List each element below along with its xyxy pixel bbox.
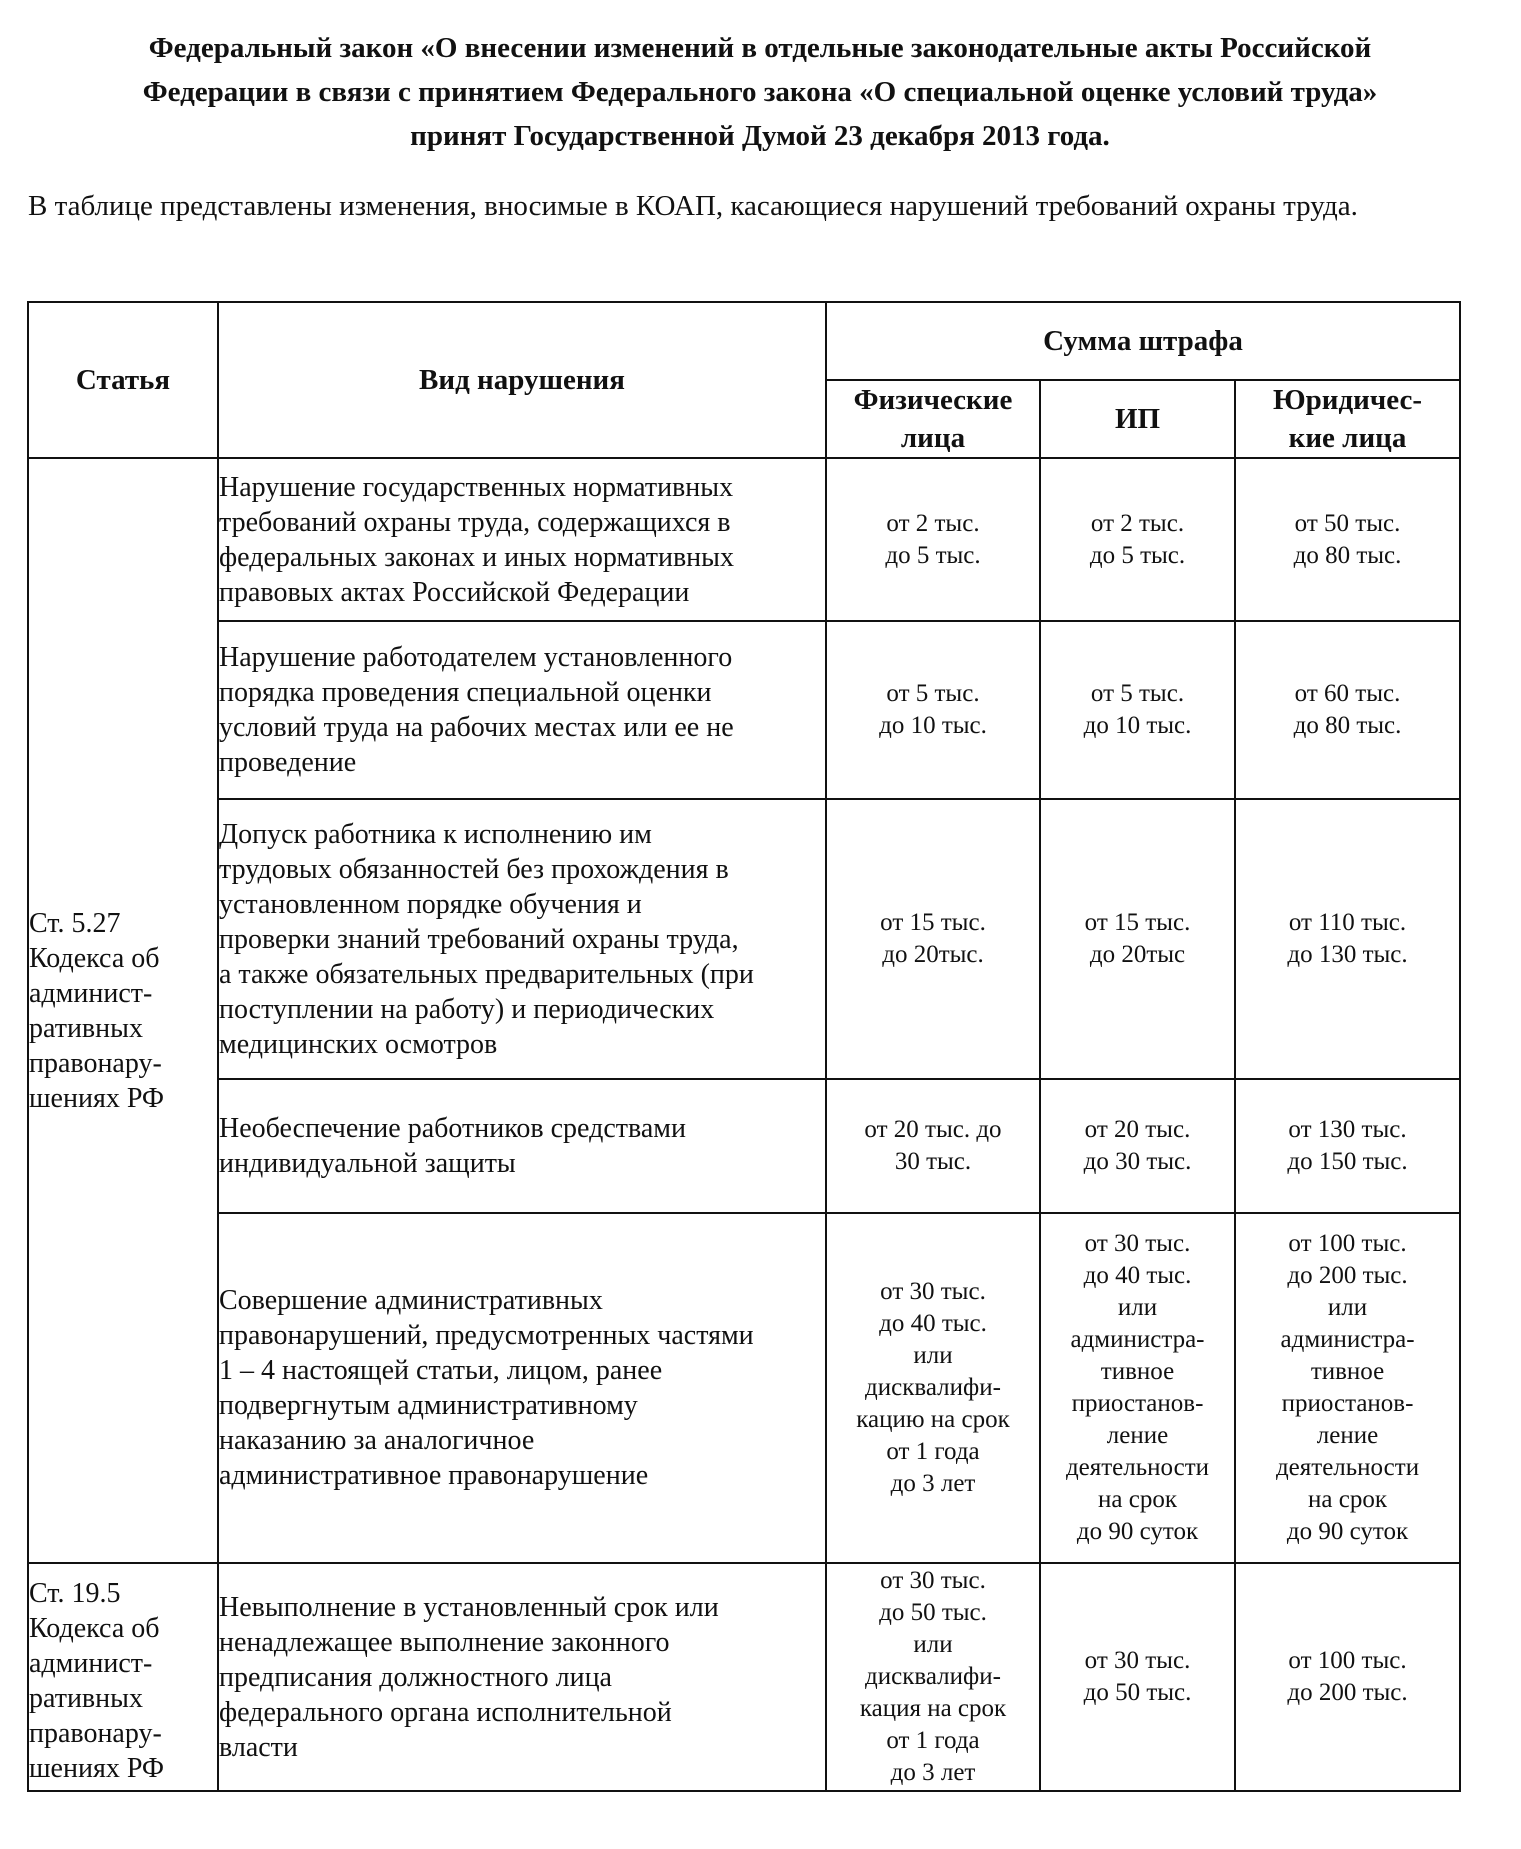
header-ip: ИП xyxy=(1040,380,1235,458)
header-individuals: Физические лица xyxy=(826,380,1040,458)
violation-description: Совершение административных правонарушений, предусмотренных частями 1 – 4 настоящей статьи, лицом, ранее подвергнутым административному наказанию за аналогичное административное правонарушение xyxy=(218,1213,826,1563)
fine-ip: от 30 тыс. до 50 тыс. xyxy=(1040,1563,1235,1791)
fine-individuals: от 30 тыс. до 40 тыс. или дисквалифи- кацию на срок от 1 года до 3 лет xyxy=(826,1213,1040,1563)
fine-legal: от 50 тыс. до 80 тыс. xyxy=(1235,458,1460,621)
title-line-1: Федеральный закон «О внесении изменений в отдельные законодательные акты Российской xyxy=(148,32,1372,64)
fine-legal: от 100 тыс. до 200 тыс. xyxy=(1235,1563,1460,1791)
document-title xyxy=(30,26,1490,158)
violation-description: Допуск работника к исполнению им трудовых обязанностей без прохождения в установленном порядке обучения и проверки знаний требований охраны труда, а также обязательных предварительных (при поступлении на работу) и периодических медицинских осмотров xyxy=(218,799,826,1079)
table-row xyxy=(28,799,1460,1079)
fine-ip: от 2 тыс. до 5 тыс. xyxy=(1040,458,1235,621)
violation-description: Невыполнение в установленный срок или ненадлежащее выполнение законного предписания должностного лица федерального органа исполнительной власти xyxy=(218,1563,826,1791)
fine-individuals: от 15 тыс. до 20тыс. xyxy=(826,799,1040,1079)
fine-legal: от 130 тыс. до 150 тыс. xyxy=(1235,1079,1460,1213)
article-cell-5-27: Ст. 5.27 Кодекса об админист- ративных правонару- шениях РФ xyxy=(28,458,218,1563)
header-legal: Юридичес-кие лица xyxy=(1235,380,1460,458)
fine-legal: от 60 тыс. до 80 тыс. xyxy=(1235,621,1460,799)
table-row xyxy=(28,1563,1460,1791)
intro-paragraph: В таблице представлены изменения, вносимые в КОАП, касающиеся нарушений требований охраны труда. xyxy=(28,190,1358,222)
fine-ip: от 20 тыс. до 30 тыс. xyxy=(1040,1079,1235,1213)
table-row xyxy=(28,458,1460,621)
violation-description: Нарушение работодателем установленного порядка проведения специальной оценки условий труда на рабочих местах или ее не проведение xyxy=(218,621,826,799)
fines-table xyxy=(27,301,1461,1792)
header-article: Статья xyxy=(28,302,218,458)
table-row xyxy=(28,1079,1460,1213)
fine-ip: от 5 тыс. до 10 тыс. xyxy=(1040,621,1235,799)
fine-legal: от 100 тыс. до 200 тыс. или администра- тивное приостанов- ление деятельности на срок до 90 суток xyxy=(1235,1213,1460,1563)
fine-ip: от 15 тыс. до 20тыс xyxy=(1040,799,1235,1079)
fine-ip: от 30 тыс. до 40 тыс. или администра- тивное приостанов- ление деятельности на срок до 90 суток xyxy=(1040,1213,1235,1563)
title-line-3: принят Государственной Думой 23 декабря 2013 года. xyxy=(410,120,1110,152)
fine-individuals: от 5 тыс. до 10 тыс. xyxy=(826,621,1040,799)
fine-legal: от 110 тыс. до 130 тыс. xyxy=(1235,799,1460,1079)
fine-individuals: от 20 тыс. до 30 тыс. xyxy=(826,1079,1040,1213)
article-cell-19-5: Ст. 19.5 Кодекса об админист- ративных правонару- шениях РФ xyxy=(28,1563,218,1791)
fine-individuals: от 30 тыс. до 50 тыс. или дисквалифи- кация на срок от 1 года до 3 лет xyxy=(826,1563,1040,1791)
title-line-2: Федерации в связи с принятием Федерального закона «О специальной оценке условий труда» xyxy=(142,76,1378,108)
header-violation: Вид нарушения xyxy=(218,302,826,458)
table-row xyxy=(28,1213,1460,1563)
header-fine-sum: Сумма штрафа xyxy=(826,302,1460,380)
table-row xyxy=(28,621,1460,799)
violation-description: Необеспечение работников средствами индивидуальной защиты xyxy=(218,1079,826,1213)
violation-description: Нарушение государственных нормативных требований охраны труда, содержащихся в федеральных законах и иных нормативных правовых актах Российской Федерации xyxy=(218,458,826,621)
fine-individuals: от 2 тыс. до 5 тыс. xyxy=(826,458,1040,621)
